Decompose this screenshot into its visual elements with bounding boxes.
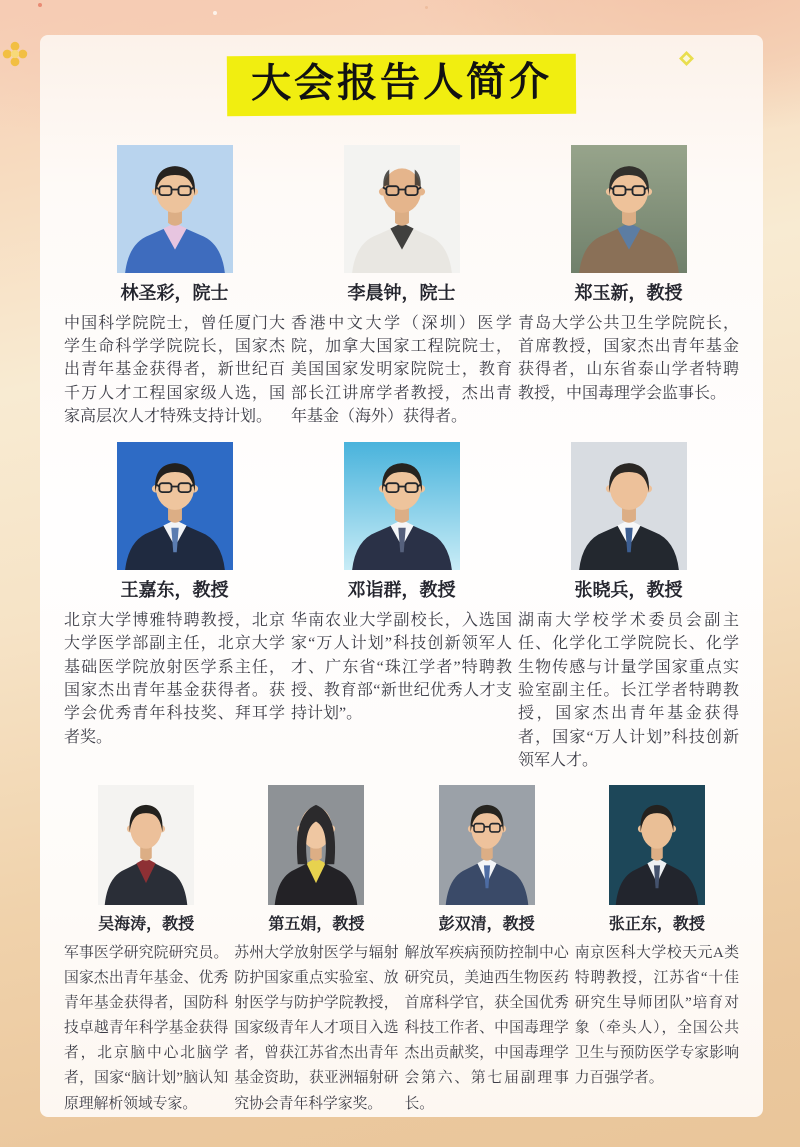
speck-decoration [213,11,217,15]
speaker-name: 邓诣群，教授 [347,580,456,601]
speaker-card [288,145,515,428]
speaker-card [515,442,742,772]
speaker-photo [439,785,535,905]
speaker-photo [98,785,194,905]
page-title [227,54,576,116]
speck-decoration [425,6,428,9]
speaker-card [61,442,288,749]
speaker-photo [344,145,460,273]
speaker-bio: 青岛大学公共卫生学院院长，首席教授，国家杰出青年基金获得者，山东省泰山学者特聘教授，中国毒理学会监事长。 [518,314,739,402]
speaker-bio: 香港中文大学（深圳）医学院，加拿大国家工程院院士，美国国家发明家院院士，教育部长江讲席学者教授，杰出青年基金（海外）获得者。 [291,314,512,426]
speaker-card [61,785,231,1117]
speaker-bio: 中国科学院院士，曾任厦门大学生命科学学院院长，国家杰出青年基金获得者，新世纪百千万人才工程国家级人选，国家高层次人才特殊支持计划。 [64,314,285,426]
speaker-bio: 解放军疾病预防控制中心研究员，美迪西生物医药首席科学官，获全国优秀科技工作者、中国毒理学杰出贡献奖，中国毒理学会第六、第七届副理事长。 [404,944,569,1112]
speaker-bio: 北京大学博雅特聘教授，北京大学医学部副主任，北京大学基础医学院放射医学系主任，国家杰出青年基金获得者。获学会优秀青年科技奖、拜耳学者奖。 [64,611,285,746]
speaker-photo [344,442,460,570]
speaker-photo [571,442,687,570]
speaker-name: 李晨钟，院士 [347,283,456,303]
speaker-name: 郑玉新，教授 [574,283,683,303]
speaker-name: 林圣彩，院士 [120,283,229,303]
speaker-bio: 湖南大学校学术委员会副主任、化学化工学院院长、化学生物传感与计量学国家重点实验室副主任。长江学者特聘教授，国家杰出青年基金获得者，国家“万人计划”科技创新领军人才。 [518,611,739,770]
speaker-name: 张正东，教授 [608,915,705,933]
speaker-bio: 华南农业大学副校长，入选国家“万人计划”科技创新领军人才、广东省“珠江学者”特聘教授、教育部“新世纪优秀人才支持计划”。 [291,611,512,723]
speaker-name: 吴海涛，教授 [98,915,195,933]
sparkle-icon [678,50,695,67]
content-card [40,35,763,1117]
speaker-card [288,442,515,725]
speaker-card [61,145,288,428]
speaker-photo [268,785,364,905]
speaker-name: 彭双清，教授 [438,915,535,933]
speaker-card [572,785,742,1092]
speaker-bio: 南京医科大学校天元A类特聘教授，江苏省“十佳研究生导师团队”培育对象（牵头人），全国公共卫生与预防医学专家影响力百强学者。 [574,944,739,1087]
speaker-photo [609,785,705,905]
speaker-card [402,785,572,1117]
speaker-card [231,785,401,1117]
speaker-bio: 军事医学研究院研究员。国家杰出青年基金、优秀青年基金获得者，国防科技卓越青年科学基金获得者，北京脑中心北脑学者，国家“脑计划”脑认知原理解析领域专家。 [64,944,229,1112]
speaker-card [515,145,742,405]
speaker-row-3 [40,785,763,1117]
speaker-photo [571,145,687,273]
flower-icon [2,40,28,68]
speaker-row-2 [40,442,763,772]
speaker-name: 第五娟，教授 [268,915,365,933]
speaker-photo [117,145,233,273]
page-title-text: 大会报告人简介 [250,59,553,107]
speaker-name: 张晓兵，教授 [574,580,683,601]
speaker-bio: 苏州大学放射医学与辐射防护国家重点实验室、放射医学与防护学院教授，国家级青年人才项目入选者，曾获江苏省杰出青年基金资助，获亚洲辐射研究协会青年科学家奖。 [234,944,399,1112]
speaker-row-1 [40,145,763,428]
speaker-name: 王嘉东，教授 [120,580,229,601]
speaker-photo [117,442,233,570]
speck-decoration [38,3,42,7]
